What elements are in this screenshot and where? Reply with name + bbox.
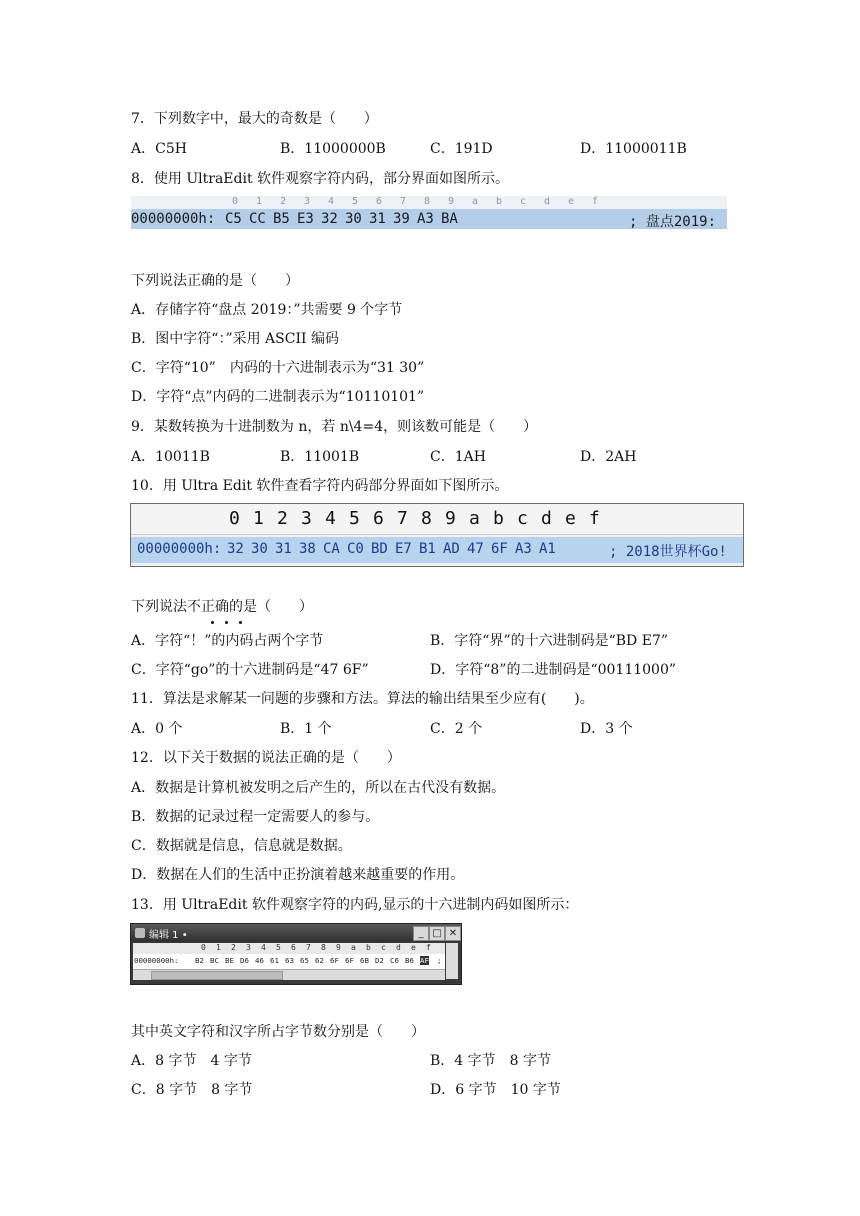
q11-option-a: A．0 个 [131,721,183,737]
maximize-icon[interactable]: □ [429,926,445,941]
hex-byte: 6F [330,956,339,965]
window-titlebar [131,924,461,942]
ruler-col: 8 [321,943,326,952]
ruler-col: 2 [231,943,236,952]
q10-hex-viewer [130,503,744,567]
ruler-col: 4 [325,508,336,529]
hex-byte: B5 [273,211,290,227]
q10-stem: 10．用 Ultra Edit 软件查看字符内码部分界面如下图所示。 [131,478,509,494]
hex-byte: E3 [297,211,314,227]
q10-option-a: A．字符“！”的内码占两个字节 [131,633,324,649]
q10-followup: 下列说法不正确的是（ ） [131,599,313,615]
ruler-col: 8 [421,508,432,529]
hex-byte: CC [249,211,266,227]
close-icon[interactable]: ✕ [445,926,461,941]
q7-option-d: D．11000011B [580,141,687,157]
hex-byte: 65 [300,956,309,965]
hex-byte: 61 [270,956,279,965]
ruler-col: d [396,943,401,952]
app-icon [135,928,145,938]
hex-byte: AD [443,541,460,557]
q12-option-a: A．数据是计算机被发明之后产生的，所以在古代没有数据。 [131,780,506,796]
q11-option-c: C．2 个 [430,721,483,737]
q8-hex-viewer [131,196,727,232]
hex-byte: 6F [345,956,354,965]
q8-option-b: B．图中字符“：”采用 ASCII 编码 [131,331,339,347]
hex-byte: 63 [285,956,294,965]
hex-byte: 47 [467,541,484,557]
ruler-col: 7 [397,508,408,529]
hex-text: ; 盘点2019: [629,214,717,230]
hex-byte: 6F [491,541,508,557]
ruler-col: 5 [276,943,281,952]
q8-option-c: C．字符“10” 内码的十六进制表示为“31 30” [131,360,425,376]
ruler-col: 5 [349,508,360,529]
q9-option-b: B．11001B [280,449,360,465]
hex-byte: C0 [347,541,364,557]
q13-option-a: A．8 字节 4 字节 [131,1053,252,1069]
q11-option-b: B．1 个 [280,721,332,737]
emphasis-dot [211,621,214,624]
q7-option-a: A．C5H [131,141,187,157]
q8-stem: 8．使用 UltraEdit 软件观察字符内码，部分界面如图所示。 [131,171,510,187]
hex-byte: 6B [360,956,369,965]
q12-option-b: B．数据的记录过程一定需要人的参与。 [131,809,380,825]
q12-option-d: D．数据在人们的生活中正扮演着越来越重要的作用。 [131,867,465,883]
ruler-col: 0 [232,196,239,207]
q12-option-c: C．数据就是信息，信息就是数据。 [131,838,352,854]
ruler-col: 6 [376,196,383,207]
q10-option-d: D．字符“8”的二进制码是“00111000” [430,662,677,678]
q13-option-d: D．6 字节 10 字节 [430,1082,561,1098]
ruler-col: 7 [400,196,407,207]
hex-byte-selected: AF [420,956,429,965]
ruler-col: 1 [256,196,263,207]
ruler-col: 2 [280,196,287,207]
ruler-col: 8 [424,196,431,207]
hex-ruler [133,943,445,954]
q10-option-b: B．字符“界”的十六进制码是“BD E7” [430,633,669,649]
hex-row [131,209,727,229]
q9-stem: 9．某数转换为十进制数为 n，若 n\4=4，则该数可能是（ ） [131,419,538,435]
ruler-col: 3 [304,196,311,207]
hex-byte: 30 [251,541,268,557]
hex-row [131,537,743,563]
hex-byte: 32 [227,541,244,557]
ruler-col: 3 [301,508,312,529]
hex-byte: D2 [375,956,384,965]
ruler-col: f [592,196,599,207]
hex-ruler [131,196,727,209]
hex-byte: B1 [419,541,436,557]
ruler-col: e [565,508,576,529]
ruler-col: 4 [261,943,266,952]
editor-body [133,943,445,979]
hex-row [133,955,445,967]
hex-address: 00000000h: [137,541,222,557]
q10-option-c: C．字符“go”的十六进制码是“47 6F” [131,662,369,678]
ruler-col: c [517,508,528,529]
ruler-col: 1 [253,508,264,529]
hex-byte: B2 [195,956,204,965]
q9-option-c: C．1AH [430,449,486,465]
q8-option-a: A．存储字符“盘点 2019：”共需要 9 个字节 [131,302,403,318]
ruler-col: b [493,508,504,529]
minimize-icon[interactable]: _ [413,926,429,941]
ruler-col: 7 [306,943,311,952]
emphasis-dot [239,621,242,624]
ruler-col: 2 [277,508,288,529]
hex-byte: C6 [390,956,399,965]
hex-byte: A3 [417,211,434,227]
hex-byte: 30 [345,211,362,227]
ruler-col: c [520,196,527,207]
ruler-col: d [544,196,551,207]
q11-option-d: D．3 个 [580,721,633,737]
ruler-col: f [589,508,600,529]
ruler-col: 3 [246,943,251,952]
ruler-col: b [366,943,371,952]
scrollbar-thumb[interactable] [151,971,283,980]
ruler-col: a [469,508,480,529]
ruler-col: f [426,943,431,952]
q7-stem: 7．下列数字中，最大的奇数是（ ） [131,111,378,127]
hex-byte: 39 [393,211,410,227]
ruler-col: 0 [229,508,240,529]
ruler-col: 9 [448,196,455,207]
q13-option-b: B．4 字节 8 字节 [430,1053,552,1069]
hex-address: 00000000h: [131,211,216,227]
ruler-col: e [411,943,416,952]
q9-option-a: A．10011B [131,449,210,465]
ruler-col: 1 [216,943,221,952]
ruler-col: e [568,196,575,207]
ruler-col: d [541,508,552,529]
hex-byte: 46 [255,956,264,965]
hex-byte: B6 [405,956,414,965]
ruler-col: c [381,943,386,952]
hex-text: ; [437,956,442,965]
q13-followup: 其中英文字符和汉字所占字节数分别是（ ） [131,1024,425,1040]
hex-byte: 62 [315,956,324,965]
q13-option-c: C．8 字节 8 字节 [131,1082,253,1098]
ruler-col: 4 [328,196,335,207]
q8-followup: 下列说法正确的是（ ） [131,273,299,289]
vertical-scrollbar[interactable] [446,943,458,979]
q8-option-d: D．字符“点”内码的二进制表示为“10110101” [131,389,425,405]
hex-byte: D6 [240,956,249,965]
hex-byte: E7 [395,541,412,557]
hex-byte: 31 [275,541,292,557]
hex-byte: A3 [515,541,532,557]
horizontal-scrollbar[interactable] [133,969,445,980]
hex-ruler [131,504,743,535]
ruler-col: a [472,196,479,207]
q9-option-d: D．2AH [580,449,637,465]
hex-byte: A1 [539,541,556,557]
ruler-col: a [351,943,356,952]
ruler-col: b [496,196,503,207]
hex-text: ; 2018世界杯Go! [609,544,727,560]
hex-byte: BD [371,541,388,557]
q13-editor-window [130,923,462,985]
hex-byte: BC [210,956,219,965]
hex-byte: BE [225,956,234,965]
emphasis-dot [225,621,228,624]
window-title: 编辑 1 • [149,930,188,941]
hex-byte: C5 [225,211,242,227]
ruler-col: 0 [201,943,206,952]
hex-address: 00000000h: [134,956,179,965]
q13-stem: 13．用 UltraEdit 软件观察字符的内码,显示的十六进制内码如图所示： [131,897,579,913]
hex-byte: 38 [299,541,316,557]
ruler-col: 6 [373,508,384,529]
q11-stem: 11．算法是求解某一问题的步骤和方法。算法的输出结果至少应有( )。 [131,691,594,707]
ruler-col: 6 [291,943,296,952]
q12-stem: 12．以下关于数据的说法正确的是（ ） [131,750,401,766]
hex-byte: BA [441,211,458,227]
hex-byte: 32 [321,211,338,227]
q7-option-c: C．191D [430,141,493,157]
ruler-col: 9 [336,943,341,952]
hex-byte: 31 [369,211,386,227]
ruler-col: 5 [352,196,359,207]
ruler-col: 9 [445,508,456,529]
hex-byte: CA [323,541,340,557]
q7-option-b: B．11000000B [280,141,386,157]
